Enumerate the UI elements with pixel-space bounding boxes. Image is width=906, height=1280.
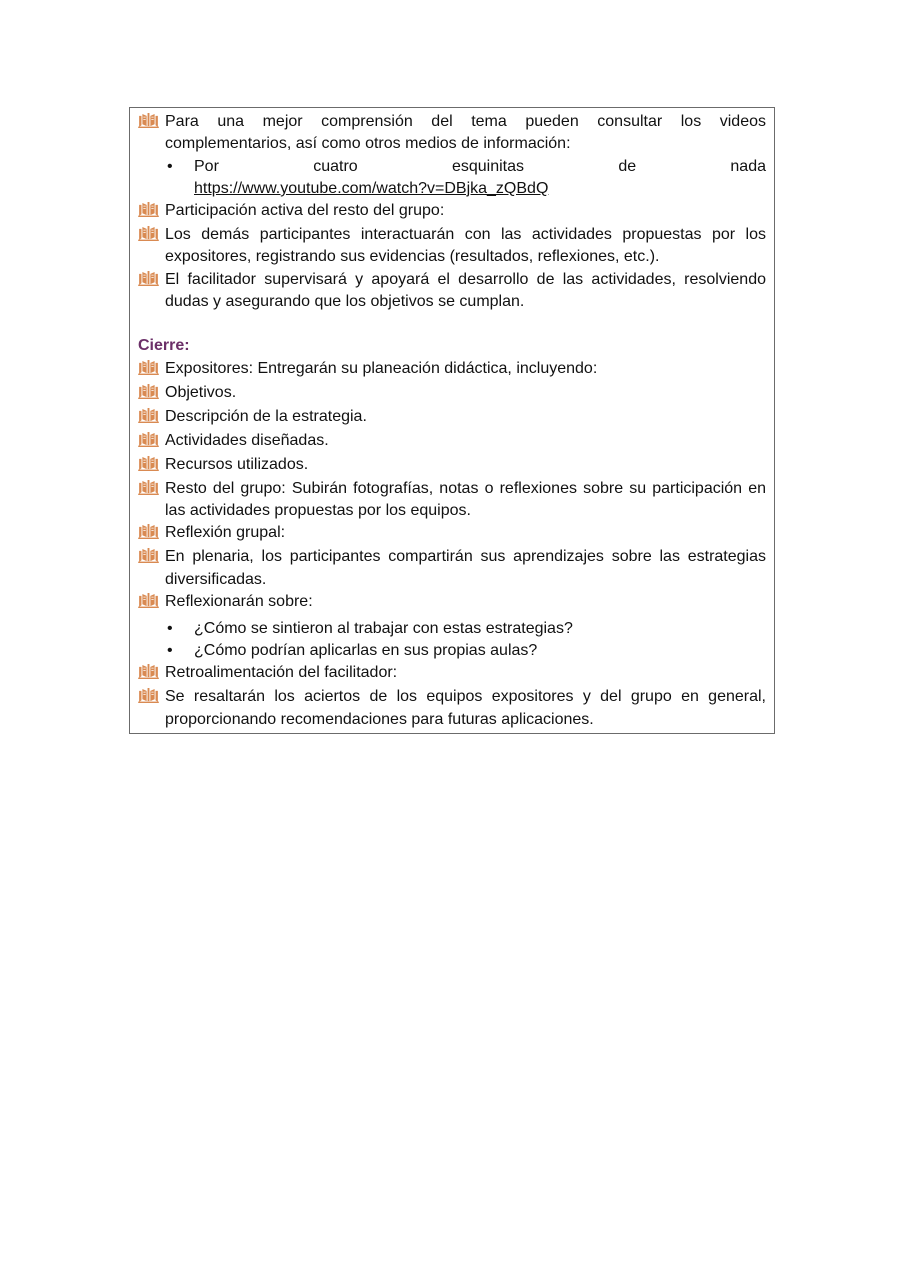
open-book-icon <box>138 111 165 135</box>
item-text: El facilitador supervisará y apoyará el desarrollo de las actividades, resolviendo dudas y asegurando que los objetivos se cumplan. <box>165 270 766 311</box>
bullet-dot: • <box>167 157 173 175</box>
list-item <box>138 358 766 382</box>
item-text: Participación activa del resto del grupo: <box>165 202 445 220</box>
open-book-icon <box>138 478 165 502</box>
list-item <box>138 522 766 546</box>
sub-list-item <box>165 640 766 662</box>
sub-list-item-video <box>165 156 766 201</box>
open-book-icon <box>138 382 165 406</box>
open-book-icon <box>138 358 165 382</box>
open-book-icon <box>138 200 165 224</box>
item-text: Objetivos. <box>165 383 237 401</box>
item-text: Se resaltarán los aciertos de los equipos expositores y del grupo en general, proporcionando recomendaciones para futuras aplicaciones. <box>165 688 766 728</box>
open-book-icon <box>138 454 165 478</box>
list-item <box>138 382 766 406</box>
list-item <box>138 591 766 615</box>
sub-item-text: ¿Cómo se sintieron al trabajar con estas estrategias? <box>194 619 573 637</box>
list-item <box>138 269 766 314</box>
list-item <box>138 111 766 156</box>
item-text: Retroalimentación del facilitador: <box>165 664 398 682</box>
video-link[interactable]: https://www.youtube.com/watch?v=DBjka_zQBdQ <box>194 179 549 197</box>
open-book-icon <box>138 546 165 570</box>
item-text: En plenaria, los participantes compartirán sus aprendizajes sobre las estrategias diversificadas. <box>165 548 766 588</box>
item-text: Reflexionarán sobre: <box>165 592 313 610</box>
item-text: Para una mejor comprensión del tema pueden consultar los videos complementarios, así como otros medios de información: <box>165 113 766 153</box>
item-text: Recursos utilizados. <box>165 455 309 473</box>
item-text: Reflexión grupal: <box>165 524 286 542</box>
item-text: Los demás participantes interactuarán con las actividades propuestas por los expositores, registrando sus evidencias (resultados, reflexiones, etc.). <box>165 226 766 266</box>
list-item <box>138 430 766 454</box>
video-title: Por cuatro esquinitas de nada <box>194 157 766 175</box>
bullet-dot: • <box>167 642 173 660</box>
list-item <box>138 686 766 731</box>
section-heading-cierre: Cierre: <box>138 337 190 355</box>
sub-item-text: ¿Cómo podrían aplicarlas en sus propias aulas? <box>194 642 538 660</box>
bullet-dot: • <box>167 619 173 637</box>
open-book-icon <box>138 224 165 248</box>
list-item <box>138 662 766 686</box>
item-text: Resto del grupo: Subirán fotografías, notas o reflexiones sobre su participación en las actividades propuestas por los equipos. <box>165 479 766 519</box>
open-book-icon <box>138 430 165 454</box>
item-text: Expositores: Entregarán su planeación didáctica, incluyendo: <box>165 359 598 377</box>
open-book-icon <box>138 269 165 293</box>
item-text: Actividades diseñadas. <box>165 431 329 449</box>
open-book-icon <box>138 686 165 710</box>
list-item <box>138 546 766 591</box>
list-item <box>138 454 766 478</box>
list-item <box>138 406 766 430</box>
sub-list-item <box>165 618 766 640</box>
list-item <box>138 224 766 269</box>
content-box <box>129 107 775 734</box>
open-book-icon <box>138 406 165 430</box>
item-text: Descripción de la estrategia. <box>165 407 367 425</box>
open-book-icon <box>138 522 165 546</box>
open-book-icon <box>138 591 165 615</box>
list-item <box>138 478 766 523</box>
open-book-icon <box>138 662 165 686</box>
list-item <box>138 200 766 224</box>
